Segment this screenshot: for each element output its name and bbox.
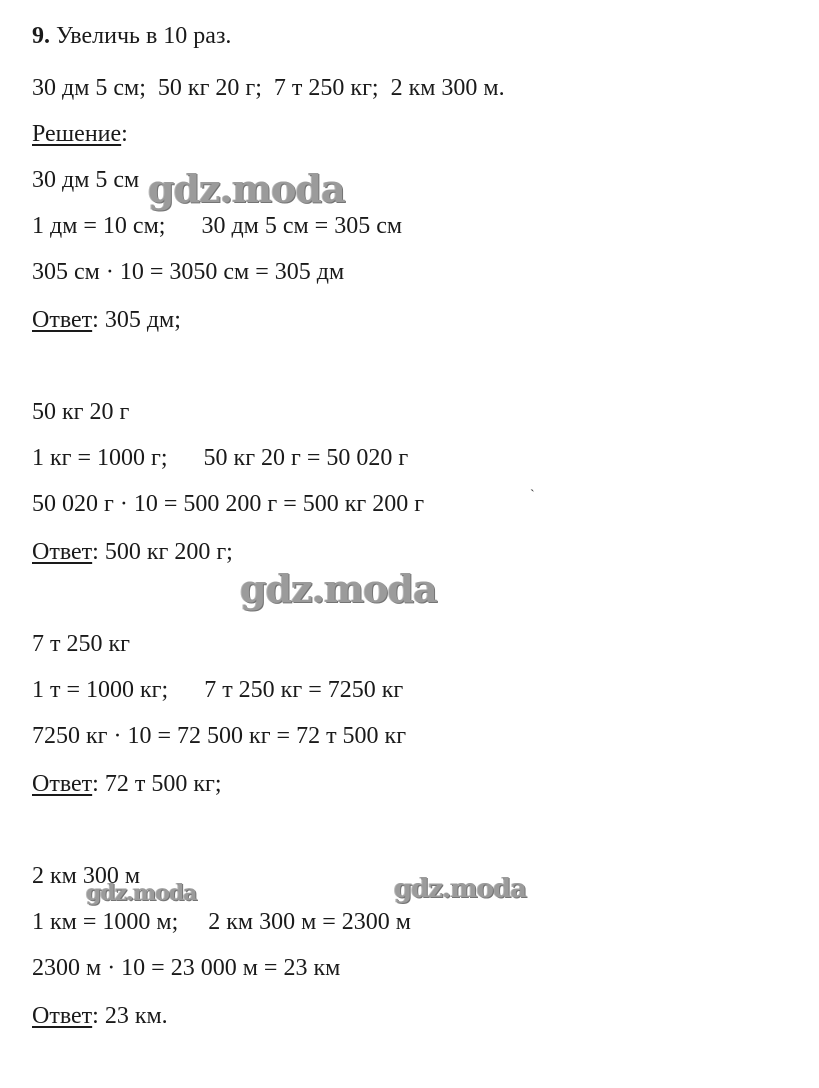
answer-label: Ответ — [32, 539, 93, 565]
answer-label: Ответ — [32, 307, 93, 333]
block1-answer — [32, 306, 181, 334]
block4-calc: 2300 м · 10 = 23 000 м = 23 км — [32, 955, 341, 981]
block4-conversion: 1 км = 1000 м; 2 км 300 м = 2300 м — [32, 909, 411, 935]
block2-given: 50 кг 20 г — [32, 399, 130, 425]
answer-label: Ответ — [32, 771, 93, 797]
block3-conversion: 1 т = 1000 кг; 7 т 250 кг = 7250 кг — [32, 677, 404, 703]
block1-answer-value: : 305 дм; — [92, 307, 181, 333]
block4-answer — [32, 1002, 168, 1030]
block4-answer-value: : 23 км. — [92, 1003, 168, 1029]
block3-calc: 7250 кг · 10 = 72 500 кг = 72 т 500 кг — [32, 723, 407, 749]
solution-label: Решение — [32, 121, 122, 147]
block3-given: 7 т 250 кг — [32, 631, 130, 657]
block3-answer-value: : 72 т 500 кг; — [92, 771, 222, 797]
watermark-logo: gdz.moda — [240, 566, 437, 611]
watermark-logo: gdz.moda — [86, 880, 197, 906]
block4-given: 2 км 300 м — [32, 863, 141, 889]
task-number: 9. — [32, 23, 50, 49]
block2-calc: 50 020 г · 10 = 500 200 г = 500 кг 200 г — [32, 491, 425, 517]
block3-answer — [32, 770, 221, 798]
block2-answer-value: : 500 кг 200 г; — [92, 539, 233, 565]
stray-mark: ` — [530, 488, 535, 503]
answer-label: Ответ — [32, 1003, 93, 1029]
watermark-logo: gdz.moda — [148, 166, 345, 211]
block2-answer — [32, 538, 233, 566]
block1-conversion: 1 дм = 10 см; 30 дм 5 см = 305 см — [32, 213, 403, 239]
task-instruction: Увеличь в 10 раз. — [56, 23, 232, 49]
block1-given: 30 дм 5 см — [32, 167, 140, 193]
block2-conversion: 1 кг = 1000 г; 50 кг 20 г = 50 020 г — [32, 445, 409, 471]
task-header — [32, 22, 231, 50]
task-items: 30 дм 5 см; 50 кг 20 г; 7 т 250 кг; 2 км 300 м. — [32, 75, 505, 101]
solution-heading: Решение: — [32, 121, 128, 147]
watermark-logo: gdz.moda — [394, 874, 527, 904]
block1-calc: 305 см · 10 = 3050 см = 305 дм — [32, 259, 345, 285]
